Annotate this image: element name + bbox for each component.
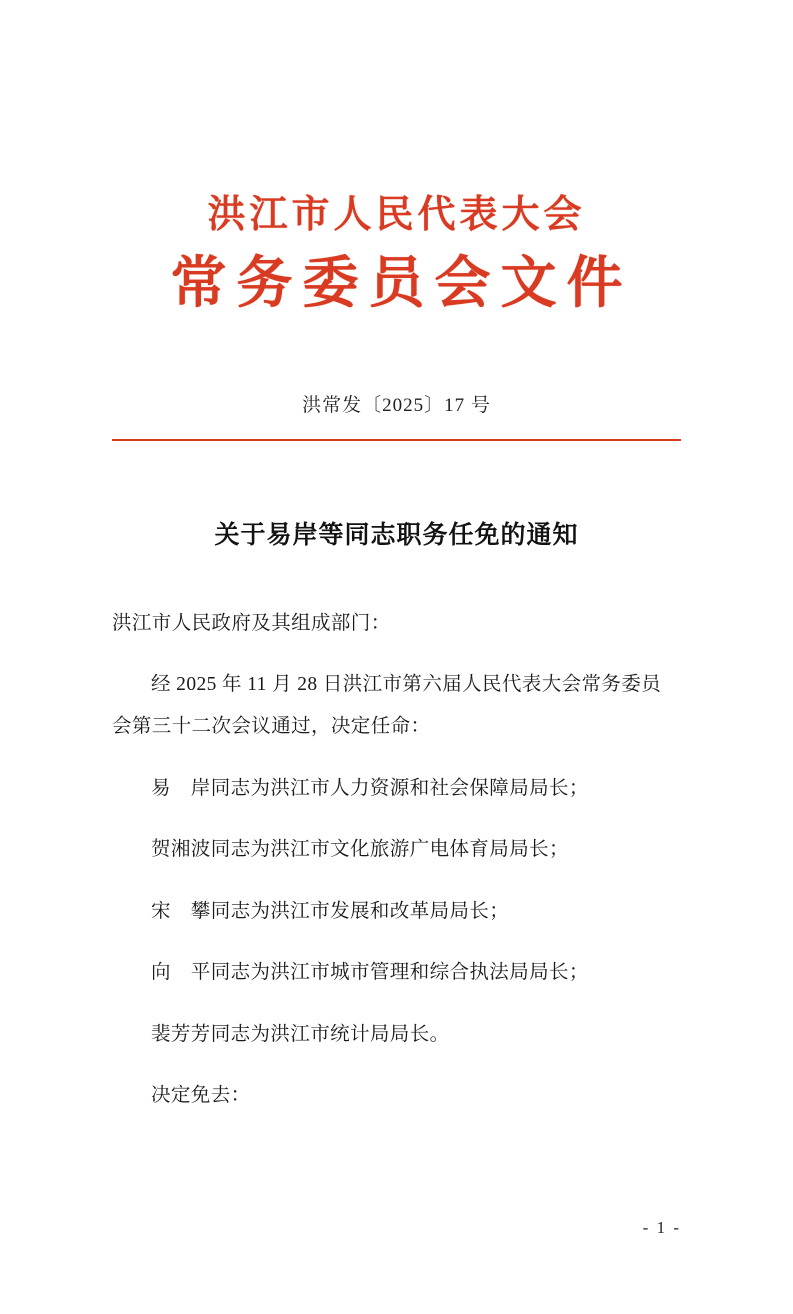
masthead: [112, 192, 681, 318]
paragraph-preamble: 经 2025 年 11 月 28 日洪江市第六届人民代表大会常务委员会第三十二次会议通过，决定任命：: [112, 674, 662, 738]
appointment-item: 易 岸同志为洪江市人力资源和社会保障局局长；: [151, 777, 589, 799]
masthead-line-1: 洪江市人民代表大会: [207, 191, 586, 236]
appointment-item: 宋 攀同志为洪江市发展和改革局局长；: [151, 900, 510, 922]
document-body: [112, 603, 681, 1118]
document-number: 洪常发〔2025〕17 号: [302, 394, 491, 416]
page-title: 关于易岸等同志职务任免的通知: [214, 521, 579, 549]
red-divider-rule: [112, 439, 681, 441]
paragraph-addressee: 洪江市人民政府及其组成部门：: [112, 612, 391, 634]
document-page: [0, 192, 793, 1314]
appointment-item: 向 平同志为洪江市城市管理和综合执法局局长；: [151, 962, 589, 984]
appointment-item: 裴芳芳同志为洪江市统计局局长。: [151, 1023, 450, 1045]
dismissal-header: 决定免去：: [151, 1085, 251, 1107]
masthead-line-2: 常务委员会文件: [170, 249, 633, 316]
page-number: - 1 -: [642, 1218, 681, 1237]
appointment-item: 贺湘波同志为洪江市文化旅游广电体育局局长；: [151, 839, 569, 861]
